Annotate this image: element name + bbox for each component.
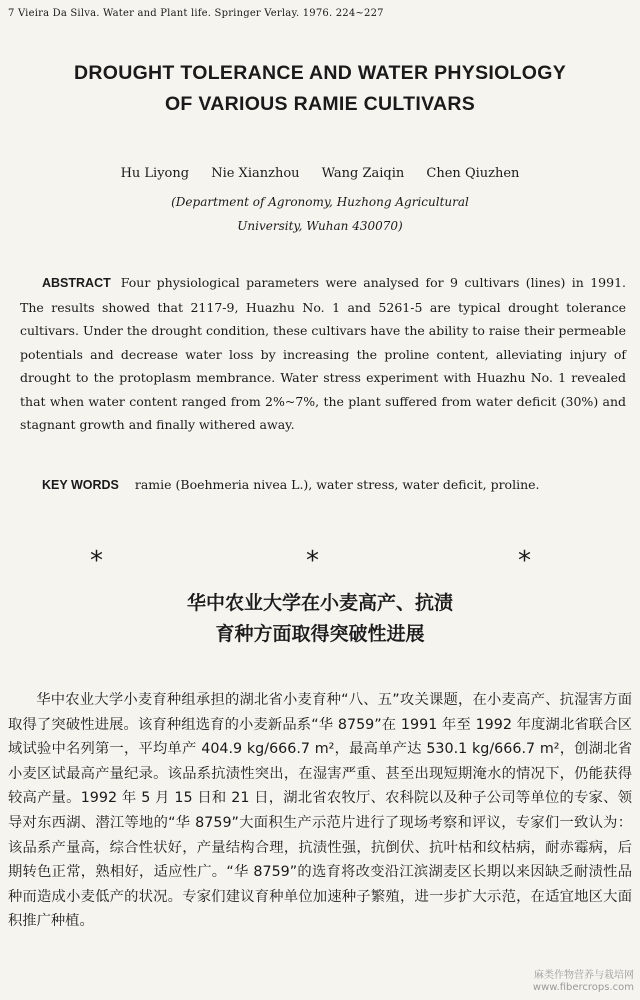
- reference-citation: 7 Vieira Da Silva. Water and Plant life. Springer Verlay. 1976. 224~227: [8, 8, 384, 19]
- watermark-line-1: 麻类作物营养与栽培网: [534, 970, 634, 981]
- affiliation-line-1: (Department of Agronomy, Huzhong Agricultural: [171, 195, 469, 209]
- affiliation-line-2: University, Wuhan 430070): [237, 219, 403, 233]
- news-title: [0, 588, 640, 650]
- keywords-line: [42, 477, 632, 492]
- affiliation: [0, 190, 640, 238]
- paper-title-line-1: DROUGHT TOLERANCE AND WATER PHYSIOLOGY: [73, 62, 567, 84]
- watermark-line-2: www.fibercrops.com: [532, 982, 634, 993]
- keywords-label: KEY WORDS: [42, 478, 119, 492]
- abstract-label: ABSTRACT: [42, 276, 111, 290]
- news-title-line-2: 育种方面取得突破性进展: [215, 623, 425, 645]
- paper-title-line-2: OF VARIOUS RAMIE CULTIVARS: [164, 93, 476, 115]
- abstract-text: Four physiological parameters were analysed for 9 cultivars (lines) in 1991. The results showed that 2117-9, Huazhu No. 1 and 5261-5 are typical drought tolerance cultivars. Under the drought condition, these cultivars have the ability to raise their permeable potentials and decrease water loss by increasing the proline content, alleviating injury of drought to the protoplasm membrance. Water stress experiment with Huazhu No. 1 revealed that when water content ranged from 2%~7%, the plant suffered from water deficit (30%) and stagnant growth and finally withered away.: [20, 275, 626, 432]
- author-name: Nie Xianzhou: [211, 166, 300, 181]
- author-name: Wang Zaiqin: [321, 166, 405, 181]
- keywords-text: ramie (Boehmeria nivea L.), water stress, water deficit, proline.: [134, 477, 540, 492]
- separator-star: *: [90, 546, 103, 576]
- news-title-line-1: 华中农业大学在小麦高产、抗渍: [186, 592, 453, 614]
- author-name: Hu Liyong: [120, 166, 190, 181]
- site-watermark: [533, 970, 634, 994]
- separator-star: *: [518, 546, 531, 576]
- author-list: [0, 166, 640, 181]
- news-body-text: 华中农业大学小麦育种组承担的湖北省小麦育种“八、五”攻关课题，在小麦高产、抗湿害方面取得了突破性进展。该育种组选育的小麦新品系“华 8759”在 1991 年至 1992 年度湖北省联合区域试验中名列第一，平均单产 404.9 kg/666.7 m²，最高单产达 530.1 kg/666.7 m²，创湖北省小麦区试最高产量纪录。该品系抗渍性突出，在湿害严重、甚至出现短期淹水的情况下，仍能获得较高产量。1992 年 5 月 15 日和 21 日，湖北省农牧厅、农科院以及种子公司等单位的专家、领导对东西湖、潜江等地的“华 8759”大面积生产示范片进行了现场考察和评议，专家们一致认为：该品系产量高，综合性状好，产量结构合理，抗渍性强，抗倒伏、抗叶枯和纹枯病，耐赤霉病，后期转色正常，熟相好，适应性广。“华 8759”的选育将改变沿江滨湖麦区长期以来因缺乏耐渍性品种而造成小麦低产的状况。专家们建议育种单位加速种子繁殖，进一步扩大示范，在适宜地区大面积推广种植。: [8, 692, 632, 930]
- news-body: [8, 688, 632, 934]
- paper-title: [0, 58, 640, 120]
- separator-star: *: [306, 546, 319, 576]
- abstract-paragraph: [20, 271, 626, 437]
- author-name: Chen Qiuzhen: [426, 166, 520, 181]
